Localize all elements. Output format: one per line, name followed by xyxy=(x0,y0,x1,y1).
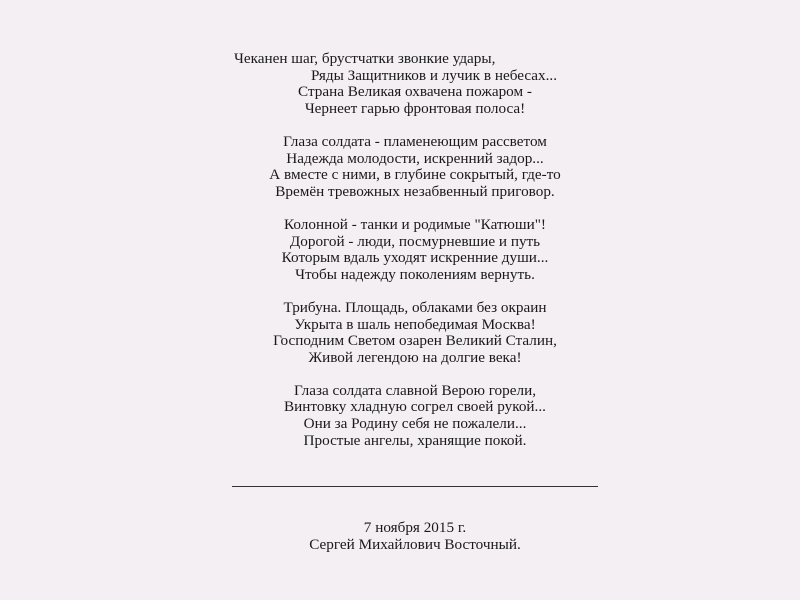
poem-line: Простые ангелы, хранящие покой. xyxy=(303,431,527,449)
poem-line: Надежда молодости, искренний задор... xyxy=(286,149,544,167)
poem-line: Они за Родину себя не пожалели... xyxy=(303,415,527,433)
poem-line: Живой легендою на долгие века! xyxy=(308,348,522,366)
signature-author: Сергей Михайлович Восточный. xyxy=(309,536,521,553)
poem-line: Страна Великая охвачена пожаром - xyxy=(298,83,532,101)
poem-stanza-5 xyxy=(232,383,598,449)
poem-line: Глаза солдата - пламенеющим рассветом xyxy=(283,132,547,150)
divider-line xyxy=(232,486,598,487)
poem-line: А вместе с ними, в глубине сокрытый, где-то xyxy=(269,166,561,184)
poem-line: Глаза солдата славной Верою горели, xyxy=(293,381,536,399)
poem-stanza-2 xyxy=(232,134,598,200)
poem-stanza-1 xyxy=(232,51,598,117)
poem-line: Чтобы надежду поколениям вернуть. xyxy=(295,265,535,283)
poem-line: Винтовку хладную согрел своей рукой... xyxy=(284,398,546,416)
signature-date: 7 ноября 2015 г. xyxy=(363,519,467,536)
poem-line: Трибуна. Площадь, облаками без окраин xyxy=(283,298,547,316)
poem-line: Чернеет гарью фронтовая полоса! xyxy=(304,99,526,117)
poem-line: Которым вдаль уходят искренние души... xyxy=(281,249,549,267)
poem-line: Времён тревожных незабвенный приговор. xyxy=(275,182,555,200)
poem-line: Колонной - танки и родимые "Катюши"! xyxy=(284,215,546,233)
poem-stanza-3 xyxy=(232,217,598,283)
poem-line: Господним Светом озарен Великий Сталин, xyxy=(273,332,557,350)
poem-line: Ряды Защитников и лучик в небесах... xyxy=(311,66,557,84)
signature xyxy=(232,519,598,553)
poem-line: Дорогой - люди, посмурневшие и путь xyxy=(289,232,541,250)
poem-line: Укрыта в шаль непобедимая Москва! xyxy=(294,315,536,333)
poem-stanza-4 xyxy=(232,300,598,366)
poem-line: Чеканен шаг, брустчатки звонкие удары, xyxy=(234,50,496,67)
poem xyxy=(232,51,598,466)
